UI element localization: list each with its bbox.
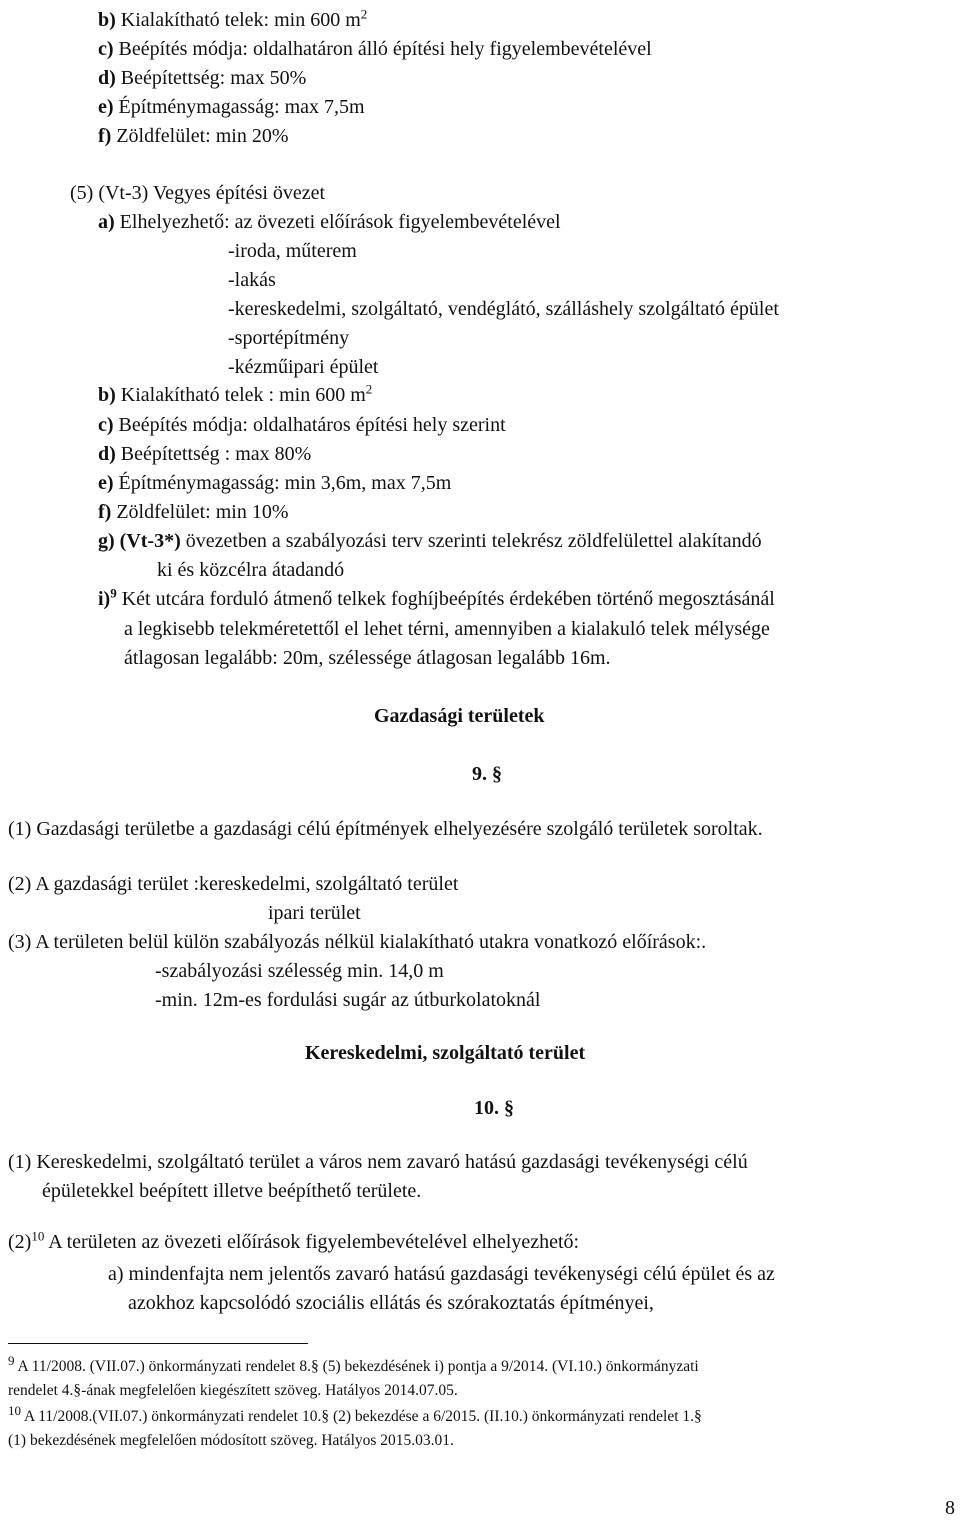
vt3-list-item: -kézműipari épület — [228, 356, 379, 378]
footnote-10-cont: (1) bekezdésének megfelelően módosított szöveg. Hatályos 2015.03.01. — [8, 1432, 454, 1449]
vt3-item-g: g) (Vt-3*) övezetben a szabályozási terv szerinti telekrész zöldfelülettel alakítandó — [98, 530, 762, 552]
gazd-p3-item: -szabályozási szélesség min. 14,0 m — [155, 960, 444, 982]
vt3-item-f: f) Zöldfelület: min 10% — [98, 501, 289, 523]
vt3-list-item: -kereskedelmi, szolgáltató, vendéglátó, szálláshely szolgáltató épület — [228, 298, 779, 320]
gazd-p3: (3) A területen belül külön szabályozás nélkül kialakítható utakra vonatkozó előírások:. — [8, 931, 707, 953]
vt3-item-c: c) Beépítés módja: oldalhatáros építési hely szerint — [98, 414, 506, 436]
ker-p1-cont: épületekkel beépített illetve beépíthető területe. — [42, 1180, 422, 1202]
gazd-p1: (1) Gazdasági területbe a gazdasági célú építmények elhelyezésére szolgáló területek soroltak. — [8, 818, 763, 840]
vt3-list-item: -iroda, műterem — [228, 240, 357, 262]
gazd-p2: (2) A gazdasági terület :kereskedelmi, szolgáltató terület — [8, 873, 459, 895]
vt3-item-i: i)$^9$ Két utcára forduló átmenő telkek foghíjbeépítés érdekében történő megosztásánál — [98, 585, 775, 610]
vt3-heading: (5) (Vt-3) Vegyes építési övezet — [70, 182, 326, 204]
item-d-top: d) Beépítettség: max 50% — [98, 67, 307, 89]
item-b-top: b) Kialakítható telek: min 600 $m^2$ — [98, 6, 368, 31]
item-c-top: c) Beépítés módja: oldalhatáron álló építési hely figyelembevételével — [98, 38, 652, 60]
vt3-item-g-cont: ki és közcélra átadandó — [157, 559, 345, 581]
item-e-top: e) Építménymagasság: max 7,5m — [98, 96, 365, 118]
gazd-p2-cont: ipari terület — [268, 902, 361, 924]
paragraph-number-10: 10. § — [474, 1097, 514, 1119]
vt3-list-item: -sportépítmény — [228, 327, 350, 349]
item-f-top: f) Zöldfelület: min 20% — [98, 125, 289, 147]
page-number: 8 — [945, 1497, 955, 1519]
vt3-item-i-cont: átlagosan legalább: 20m, szélessége átlagosan legalább 16m. — [124, 647, 611, 669]
gazd-p3-item: -min. 12m-es fordulási sugár az útburkolatoknál — [155, 989, 541, 1011]
ker-p2: $(2)^{10}$ A területen az övezeti előírások figyelembevételével elhelyezhető: — [8, 1228, 580, 1253]
ker-p1: (1) Kereskedelmi, szolgáltató terület a város nem zavaró hatású gazdasági tevékenységi célú — [8, 1151, 748, 1173]
paragraph-number-9: 9. § — [472, 763, 502, 785]
footnote-9-cont: rendelet 4.§-ának megfelelően kiegészített szöveg. Hatályos 2014.07.05. — [8, 1382, 458, 1399]
footnote-separator — [8, 1343, 308, 1344]
vt3-item-e: e) Építménymagasság: min 3,6m, max 7,5m — [98, 472, 452, 494]
ker-p2-item-a-cont: azokhoz kapcsolódó szociális ellátás és szórakoztatás építményei, — [128, 1292, 654, 1314]
vt3-item-i-cont: a legkisebb telekméretettől el lehet térni, amennyiben a kialakuló telek mélysége — [124, 618, 770, 640]
footnote-9: $^9$ A 11/2008. (VII.07.) önkormányzati rendelet 8.§ (5) bekezdésének i) pontja a 9/2014. (VI.10.) önkormányzati — [8, 1352, 699, 1375]
section-title-gazdasagi: Gazdasági területek — [374, 705, 545, 727]
vt3-list-item: -lakás — [228, 269, 276, 291]
section-title-kereskedelmi: Kereskedelmi, szolgáltató terület — [305, 1042, 586, 1064]
vt3-item-b: b) Kialakítható telek : min 600 $m^2$ — [98, 381, 373, 406]
vt3-item-d: d) Beépítettség : max 80% — [98, 443, 312, 465]
ker-p2-item-a: a) mindenfajta nem jelentős zavaró hatású gazdasági tevékenységi célú épület és az — [108, 1263, 775, 1285]
footnote-10: $^{10}$ A 11/2008.(VII.07.) önkormányzati rendelet 10.§ (2) bekezdése a 6/2015. (II.10.) önkormányzati rendelet 1.§ — [8, 1402, 702, 1425]
vt3-item-a: a) Elhelyezhető: az övezeti előírások figyelembevételével — [98, 211, 561, 233]
